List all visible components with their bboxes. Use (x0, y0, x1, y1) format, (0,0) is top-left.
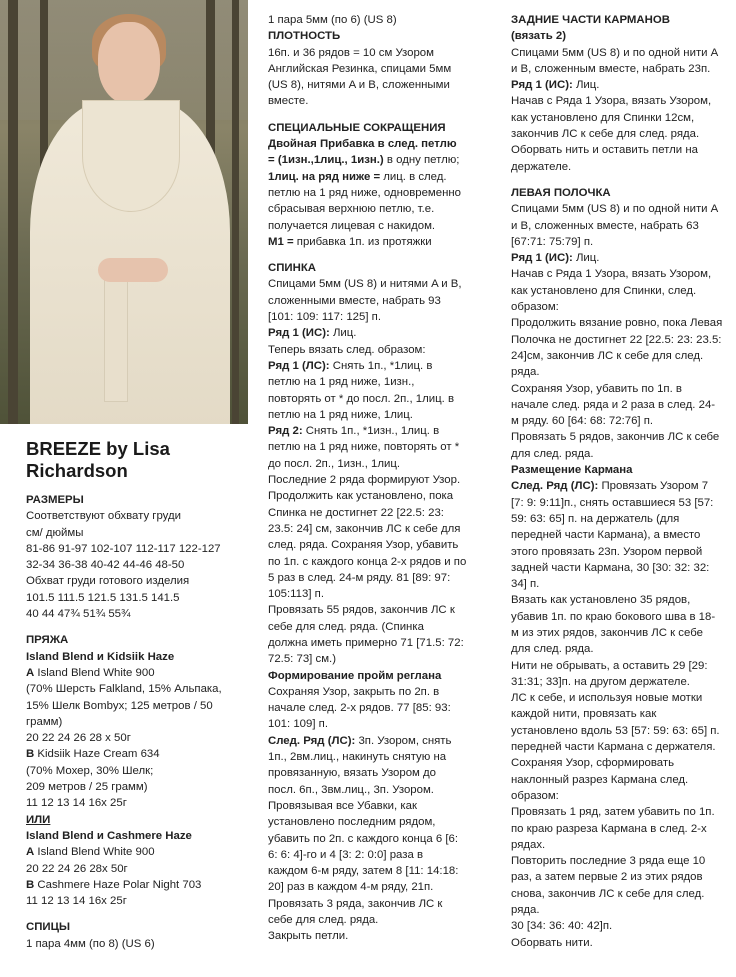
text-line: Провязать 1 ряд, затем убавить по 1п. (511, 806, 715, 819)
text-line: 1 пара 4мм (по 8) (US 6) (26, 937, 155, 950)
text-line: 30 [34: 36: 40: 42]п. (511, 920, 613, 933)
text-line: A Island Blend White 900 (26, 846, 155, 859)
bold-label: A (26, 666, 35, 679)
text-line: [7: 9: 9:11]п., снять оставшиеся 53 [57: (511, 496, 714, 509)
text-line: посл. 6п., 3вм.лиц., 3п. Узором. (268, 783, 434, 796)
text-line: 5 раз в след. 24-м ряду. 81 [89: 97: (268, 571, 451, 584)
bold-label: Ряд 1 (ЛС): (268, 359, 330, 372)
text-line: Английская Резинка, спицами 5мм (268, 62, 452, 75)
text-line: до посл. 2п., 1изн., 1лиц. (268, 457, 401, 470)
text-line: Спицами 5мм (US 8) и по одной нити A (511, 203, 719, 216)
section-heading: СПЕЦИАЛЬНЫЕ СОКРАЩЕНИЯ (268, 121, 446, 134)
column-sizes-yarn (26, 438, 251, 952)
text-line: образом: (511, 789, 559, 802)
text-line: петлю на 1 ряд ниже, одновременно (268, 186, 462, 199)
text-line: [67:71: 75:79] п. (511, 235, 594, 248)
text-line: передней части Кармана с держателя. (511, 741, 716, 754)
text-line: A Island Blend White 900 (26, 666, 155, 679)
text-line: (70% Мохер, 30% Шелк; (26, 764, 154, 777)
bold-label: B (26, 878, 35, 891)
text-line: 24]см, закончив ЛС к себе для след. (511, 349, 704, 362)
column-gauge-back (268, 12, 498, 945)
text-line: 15% Шелк Bombyx; 125 метров / 50 (26, 699, 213, 712)
text-line: Ряд 2: Снять 1п., *1изн., 1лиц. в (268, 425, 440, 438)
text-line: B Cashmere Haze Polar Night 703 (26, 878, 202, 891)
text-line: и B, сложенным вместе, набрать 23п. (511, 62, 711, 75)
text-line: 31:31; 33]п. на другом держателе. (511, 675, 690, 688)
text-line: ряда. (511, 366, 540, 379)
tree-trunk (8, 0, 18, 424)
text-line: (70% Шерсть Falkland, 15% Альпака, (26, 683, 222, 696)
text-line: 1лиц. на ряд ниже = лиц. в след. (268, 170, 447, 183)
belt (104, 280, 128, 402)
text-line: Продолжить вязание ровно, пока Левая (511, 317, 723, 330)
text-line: начале след. 2-х рядов. 77 [85: 93: (268, 702, 451, 715)
subheading: Формирование пройм реглана (268, 669, 442, 682)
text-line: для след. ряда. (511, 447, 594, 460)
bold-label: Ряд 1 (ИС): (511, 252, 573, 265)
text-line: 6: 6: 4]-го и 4 [3: 2: 0:0] раза в (268, 848, 424, 861)
text-line: 72.5: 73] см.) (268, 653, 336, 666)
pattern-title: BREEZE by Lisa (26, 438, 170, 459)
text-line: этого провязать 23п. Узором первой (511, 545, 703, 558)
text-line: Начав с Ряда 1 Узора, вязать Узором, (511, 95, 712, 108)
text-line: образом: (511, 301, 559, 314)
text-line: ЛС к себе, и используя новые мотки (511, 692, 703, 705)
text-line: петлю на 1 ряд ниже, 1лиц. (268, 408, 413, 421)
text-line: петлю на 1 ряд ниже, повторять от * (268, 441, 460, 454)
text-line: сбрасывая верхнюю петлю, т.е. (268, 203, 435, 216)
text-line: 40 44 47¾ 51¾ 55¾ (26, 608, 131, 621)
text-line: Оборвать нити. (511, 936, 593, 949)
bold-label: След. Ряд (ЛС): (268, 734, 356, 747)
section-heading: СПИЦЫ (26, 921, 71, 934)
text-line: Оборвать нить и оставить петли на (511, 144, 698, 157)
section-heading: СПИНКА (268, 262, 317, 275)
text-line: Ряд 1 (ИС): Лиц. (511, 252, 600, 265)
text-line: задней части Кармана, 30 [30: 32: 32: (511, 561, 710, 574)
text-line: след. ряда. Сохраняя Узор, убавить (268, 539, 459, 552)
text-line: получается лицевая с накидом. (268, 219, 436, 232)
pattern-designer: Richardson (26, 460, 128, 481)
text-line: 32-34 36-38 40-42 44-46 48-50 (26, 559, 185, 572)
text-line: вместе. (268, 95, 309, 108)
text-line: 209 метров / 25 грамм) (26, 781, 148, 794)
text-line: как установлено для Спинки, след. (511, 284, 697, 297)
shawl-collar (82, 100, 180, 212)
text-line: снова, закончив ЛС к себе для след. (511, 887, 705, 900)
text-line: Последние 2 ряда формируют Узор. (268, 474, 461, 487)
section-heading: ЛЕВАЯ ПОЛОЧКА (511, 186, 611, 199)
text-line: 23.5: 24] см, закончив ЛС к себе для (268, 522, 461, 535)
bold-label: След. Ряд (ЛС): (511, 480, 599, 493)
text-line: Спицами 5мм (US 8) и по одной нити A (511, 46, 719, 59)
text-line: см/ дюймы (26, 526, 84, 539)
subheading: ПЛОТНОСТЬ (268, 30, 341, 43)
face (98, 22, 160, 104)
text-line: повторять от * до посл. 2п., 1лиц. в (268, 392, 455, 405)
tree-trunk (232, 0, 239, 424)
text-line: (US 8), нитями A и B, сложенными (268, 79, 450, 92)
text-line: 20] раз в каждом 4-м ряду, 21п. (268, 881, 434, 894)
bold-label: Ряд 1 (ИС): (511, 79, 573, 92)
text-line: петлю на 1 ряд ниже, 1изн., (268, 376, 415, 389)
text-line: След. Ряд (ЛС): 3п. Узором, снять (268, 734, 452, 747)
text-line: Соответствуют обхвату груди (26, 510, 181, 523)
text-line: 11 12 13 14 16x 25г (26, 895, 127, 908)
subheading: Island Blend и Kidsiik Haze (26, 650, 175, 663)
text-line: B Kidsiik Haze Cream 634 (26, 748, 160, 761)
text-line: раз, а затем первые 2 из этих рядов (511, 871, 703, 884)
text-line: убавить по 2п. с каждого конца 6 [6: (268, 832, 459, 845)
text-line: держателе. (511, 160, 572, 173)
subheading: ИЛИ (26, 813, 51, 826)
text-line: Спицами 5мм (US 8) и нитями A и B, (268, 278, 462, 291)
text-line: каждом 6-м ряду, затем 8 [11: 14:18: (268, 865, 459, 878)
text-line: провязанную, вязать Узором до (268, 767, 437, 780)
text-line: Сохраняя Узор, сформировать (511, 757, 675, 770)
text-line: Вязать как установлено 35 рядов, (511, 594, 691, 607)
text-line: установлено последним рядом, (268, 816, 436, 829)
text-line: по 1п. с каждого конца 2-х рядов и по (268, 555, 467, 568)
text-line: Обхват груди готового изделия (26, 575, 190, 588)
text-line: Закрыть петли. (268, 930, 349, 943)
text-line: 81-86 91-97 102-107 112-117 122-127 (26, 542, 221, 555)
bold-label: M1 = (268, 235, 294, 248)
text-line: себе для след. ряда. (268, 914, 379, 927)
text-line: 101: 109] п. (268, 718, 329, 731)
bold-label: Ряд 1 (ИС): (268, 327, 330, 340)
text-line: Провязать 3 ряда, закончив ЛС к (268, 897, 443, 910)
text-line: 20 22 24 26 28x 50г (26, 862, 128, 875)
text-line: м ряду. 60 [64: 68: 72:76] п. (511, 415, 654, 428)
text-line: 34] п. (511, 578, 540, 591)
text-line: Провязывая все Убавки, как (268, 799, 417, 812)
text-line: 105:113] п. (268, 588, 324, 601)
text-line: по краю разреза Кармана в след. 2-х (511, 822, 707, 835)
text-line: Полочка не достигнет 22 [22.5: 23: 23.5: (511, 333, 722, 346)
text-line: Ряд 1 (ИС): Лиц. (268, 327, 357, 340)
subheading: Двойная Прибавка в след. петлю (268, 138, 457, 151)
text-line: 101.5 111.5 121.5 131.5 141.5 (26, 591, 180, 604)
bold-label: = (1изн.,1лиц., 1изн.) (268, 154, 384, 167)
text-line: M1 = прибавка 1п. из протяжки (268, 235, 432, 248)
text-line: убавив 1п. по краю бокового шва в 18- (511, 610, 716, 623)
text-line: м из этих рядов, закончив ЛС к себе (511, 626, 703, 639)
subheading: ЗАДНИЕ ЧАСТИ КАРМАНОВ (511, 14, 670, 26)
text-line: каждой нити, провязать как (511, 708, 657, 721)
text-line: установлено вдоль 53 [57: 59: 63: 65] п. (511, 724, 720, 737)
text-line: Нити не обрывать, а оставить 29 [29: (511, 659, 708, 672)
text-line: Повторить последние 3 ряда еще 10 (511, 855, 706, 868)
subheading: (вязать 2) (511, 30, 567, 43)
bold-label: Ряд 2: (268, 425, 303, 438)
text-line: передней части Кармана), а вместо (511, 529, 701, 542)
text-line: сложенными вместе, набрать 93 (268, 294, 441, 307)
text-line: 20 22 24 26 28 x 50г (26, 732, 131, 745)
text-line: Провязать 5 рядов, закончив ЛС к себе (511, 431, 720, 444)
text-line: Провязать 55 рядов, закончив ЛС к (268, 604, 455, 617)
text-line: наклонный разрез Кармана след. (511, 773, 689, 786)
subheading: Island Blend и Cashmere Haze (26, 829, 192, 842)
bold-label: A (26, 846, 35, 859)
text-line: Теперь вязать след. образом: (268, 343, 426, 356)
text-line: грамм) (26, 715, 63, 728)
hands (98, 258, 168, 282)
text-line: След. Ряд (ЛС): Провязать Узором 7 (511, 480, 709, 493)
section-heading: РАЗМЕРЫ (26, 494, 84, 506)
text-line: 16п. и 36 рядов = 10 см Узором (268, 46, 434, 59)
text-line: 11 12 13 14 16x 25г (26, 797, 127, 810)
text-line: ряда. (511, 904, 540, 917)
text-line: начале след. ряда и 2 раза в след. 24- (511, 398, 716, 411)
column-pockets-left-front (511, 12, 733, 951)
text-line: Ряд 1 (ЛС): Снять 1п., *1лиц. в (268, 359, 433, 372)
subheading: Размещение Кармана (511, 464, 633, 477)
section-heading: ПРЯЖА (26, 634, 69, 647)
text-line: Начав с Ряда 1 Узора, вязать Узором, (511, 268, 712, 281)
text-line: Ряд 1 (ИС): Лиц. (511, 79, 600, 92)
text-line: закончив ЛС к себе для след. ряда. (511, 128, 700, 141)
text-line: Продолжить как установлено, пока (268, 490, 454, 503)
text-line: Спинка не достигнет 22 [22.5: 23: (268, 506, 444, 519)
text-line: и B, сложенных вместе, набрать 63 (511, 219, 699, 232)
cover-photo (0, 0, 248, 424)
bold-label: B (26, 748, 35, 761)
text-line: должна иметь примерно 71 [71.5: 72: (268, 636, 464, 649)
text-line: себе для след. ряда. (Спинка (268, 620, 424, 633)
text-line: рядах. (511, 838, 546, 851)
text-line: 1 пара 5мм (по 6) (US 8) (268, 14, 397, 26)
text-line: = (1изн.,1лиц., 1изн.) в одну петлю; (268, 154, 460, 167)
text-line: [101: 109: 117: 125] п. (268, 311, 381, 324)
bold-label: 1лиц. на ряд ниже = (268, 170, 381, 183)
text-line: 1п., 2вм.лиц., накинуть снятую на (268, 751, 447, 764)
text-line: как установлено для Спинки 12см, (511, 111, 695, 124)
text-line: Сохраняя Узор, закрыть по 2п. в (268, 685, 440, 698)
text-line: 59: 63: 65] п. на держатель (для (511, 512, 680, 525)
text-line: для след. ряда. (511, 643, 594, 656)
text-line: Сохраняя Узор, убавить по 1п. в (511, 382, 682, 395)
